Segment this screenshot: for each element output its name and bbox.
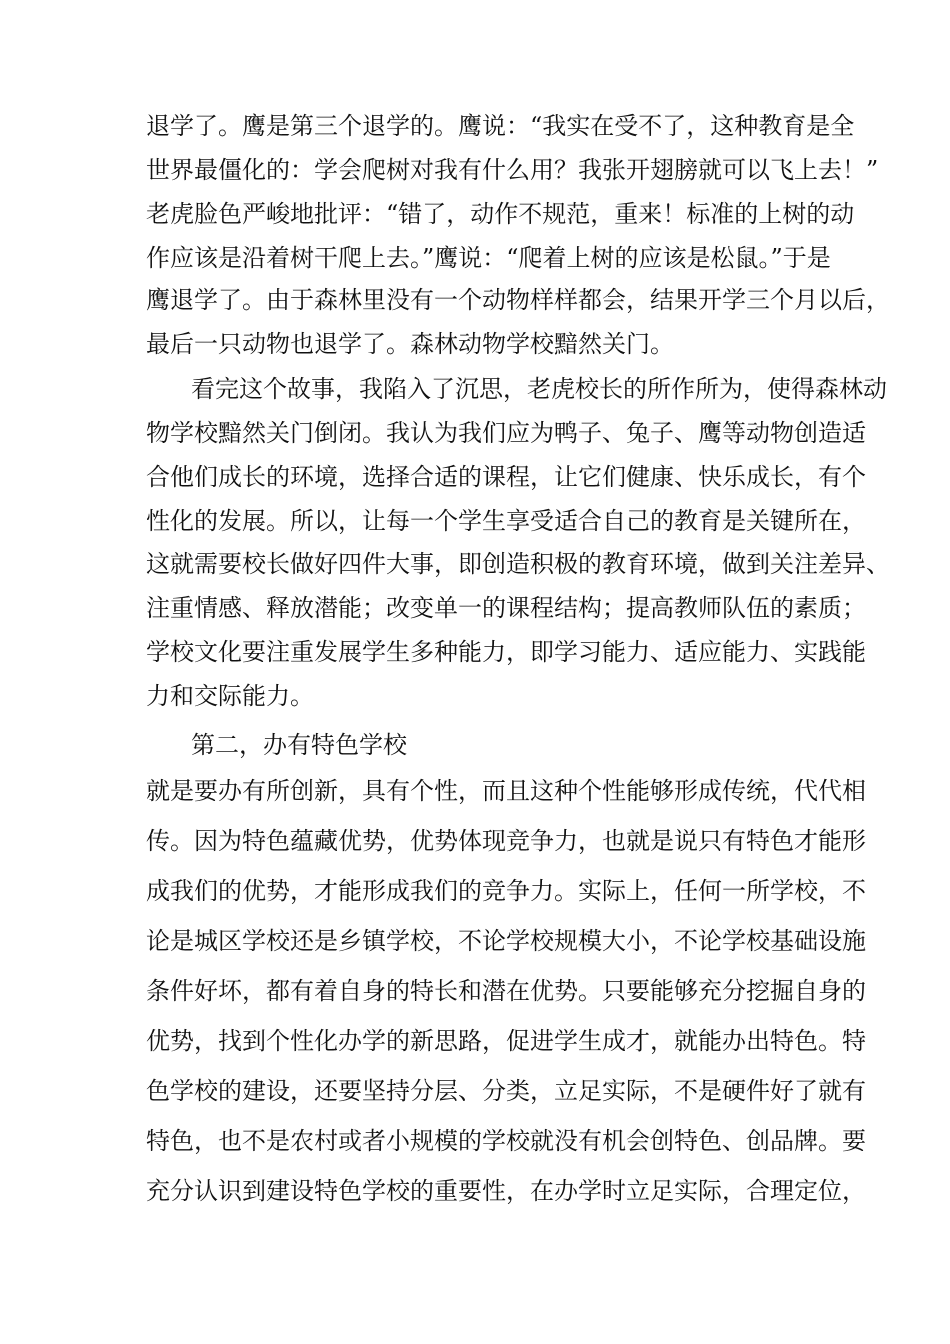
text-line: 合他们成长的环境，选择合适的课程，让它们健康、快乐成长，有个 bbox=[146, 463, 866, 491]
text-line: 作应该是沿着树干爬上去。”鹰说：“爬着上树的应该是松鼠。”于是 bbox=[146, 244, 831, 272]
text-line: 特色，也不是农村或者小规模的学校就没有机会创特色、创品牌。要 bbox=[146, 1127, 866, 1155]
text-line: 世界最僵化的：学会爬树对我有什么用？我张开翅膀就可以飞上去！” bbox=[146, 156, 879, 184]
text-line: 就是要办有所创新，具有个性，而且这种个性能够形成传统，代代相 bbox=[146, 777, 866, 805]
text-line: 物学校黯然关门倒闭。我认为我们应为鸭子、兔子、鹰等动物创造适 bbox=[146, 419, 866, 447]
text-line: 这就需要校长做好四件大事，即创造积极的教育环境，做到关注差异、 bbox=[146, 550, 890, 578]
text-line: 鹰退学了。由于森林里没有一个动物样样都会，结果开学三个月以后， bbox=[146, 286, 890, 314]
text-line: 传。因为特色蕴藏优势，优势体现竞争力，也就是说只有特色才能形 bbox=[146, 827, 866, 855]
text-line: 学校文化要注重发展学生多种能力，即学习能力、适应能力、实践能 bbox=[146, 638, 866, 666]
text-line: 充分认识到建设特色学校的重要性，在办学时立足实际，合理定位， bbox=[146, 1177, 866, 1205]
text-line: 看完这个故事，我陷入了沉思，老虎校长的所作所为，使得森林动 bbox=[191, 375, 887, 403]
text-line: 力和交际能力。 bbox=[146, 682, 314, 710]
text-line: 最后一只动物也退学了。森林动物学校黯然关门。 bbox=[146, 330, 674, 358]
section-heading: 第二，办有特色学校 bbox=[191, 731, 407, 759]
text-line: 退学了。鹰是第三个退学的。鹰说：“我实在受不了，这种教育是全 bbox=[146, 112, 855, 140]
text-line: 优势，找到个性化办学的新思路，促进学生成才，就能办出特色。特 bbox=[146, 1027, 866, 1055]
text-line: 条件好坏，都有着自身的特长和潜在优势。只要能够充分挖掘自身的 bbox=[146, 977, 866, 1005]
text-line: 老虎脸色严峻地批评：“错了，动作不规范，重来！标准的上树的动 bbox=[146, 200, 855, 228]
text-line: 论是城区学校还是乡镇学校，不论学校规模大小，不论学校基础设施 bbox=[146, 927, 866, 955]
text-line: 成我们的优势，才能形成我们的竞争力。实际上，任何一所学校，不 bbox=[146, 877, 866, 905]
text-line: 性化的发展。所以，让每一个学生享受适合自己的教育是关键所在， bbox=[146, 507, 866, 535]
text-line: 注重情感、释放潜能；改变单一的课程结构；提高教师队伍的素质； bbox=[146, 594, 866, 622]
text-line: 色学校的建设，还要坚持分层、分类，立足实际，不是硬件好了就有 bbox=[146, 1077, 866, 1105]
